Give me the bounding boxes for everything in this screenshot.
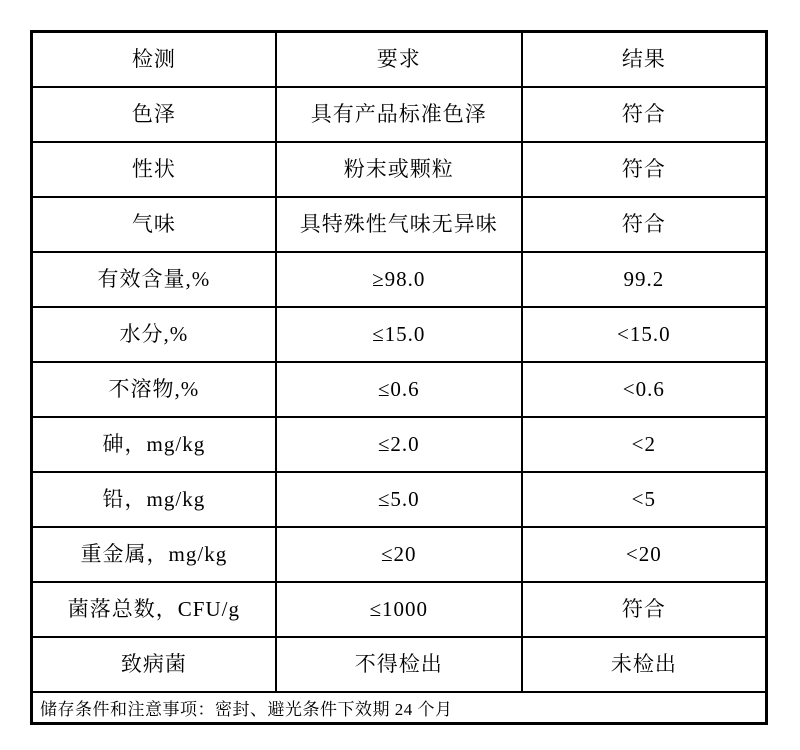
header-cell-result: 结果 (621, 47, 666, 71)
cell-requirement: 具特殊性气味无异味 (277, 198, 523, 251)
table-row (33, 528, 765, 583)
cell-result: 符合 (621, 212, 666, 236)
table-header-row (33, 33, 765, 88)
cell-test: 砷，mg/kg (33, 418, 277, 471)
cell-result: <20 (625, 542, 662, 566)
table-row (33, 88, 765, 143)
cell-result: 符合 (621, 157, 666, 181)
cell-requirement: 不得检出 (277, 638, 523, 691)
table-row (33, 143, 765, 198)
cell-requirement: ≤20 (277, 528, 523, 581)
cell-test: 气味 (33, 198, 277, 251)
header-cell-requirement: 要求 (277, 33, 523, 86)
cell-result: 符合 (621, 597, 666, 621)
cell-test: 性状 (33, 143, 277, 196)
header-cell-test: 检测 (33, 33, 277, 86)
cell-requirement: 粉末或颗粒 (277, 143, 523, 196)
inspection-table (30, 30, 768, 725)
cell-result: <0.6 (622, 377, 665, 401)
table-body (33, 88, 765, 693)
cell-test: 菌落总数，CFU/g (33, 583, 277, 636)
table-row (33, 308, 765, 363)
cell-result: <15.0 (617, 322, 671, 346)
cell-test: 有效含量,% (33, 253, 277, 306)
cell-test: 不溶物,% (33, 363, 277, 416)
table-row (33, 473, 765, 528)
table-row (33, 198, 765, 253)
cell-requirement: ≤2.0 (277, 418, 523, 471)
cell-test: 致病菌 (33, 638, 277, 691)
cell-result: <2 (631, 432, 656, 456)
cell-result: 99.2 (623, 267, 665, 291)
cell-requirement: ≤1000 (277, 583, 523, 636)
table-row (33, 418, 765, 473)
cell-requirement: ≤0.6 (277, 363, 523, 416)
cell-test: 色泽 (33, 88, 277, 141)
storage-note: 储存条件和注意事项：密封、避光条件下效期 24 个月 (40, 700, 453, 719)
table-row (33, 583, 765, 638)
cell-result: 符合 (621, 102, 666, 126)
cell-result: 未检出 (610, 652, 677, 676)
cell-requirement: ≤5.0 (277, 473, 523, 526)
table-row (33, 363, 765, 418)
table-row (33, 253, 765, 308)
cell-requirement: ≥98.0 (277, 253, 523, 306)
cell-test: 铅，mg/kg (33, 473, 277, 526)
cell-test: 重金属，mg/kg (33, 528, 277, 581)
cell-result: <5 (631, 487, 656, 511)
cell-requirement: 具有产品标准色泽 (277, 88, 523, 141)
cell-requirement: ≤15.0 (277, 308, 523, 361)
table-row (33, 638, 765, 693)
cell-test: 水分,% (33, 308, 277, 361)
